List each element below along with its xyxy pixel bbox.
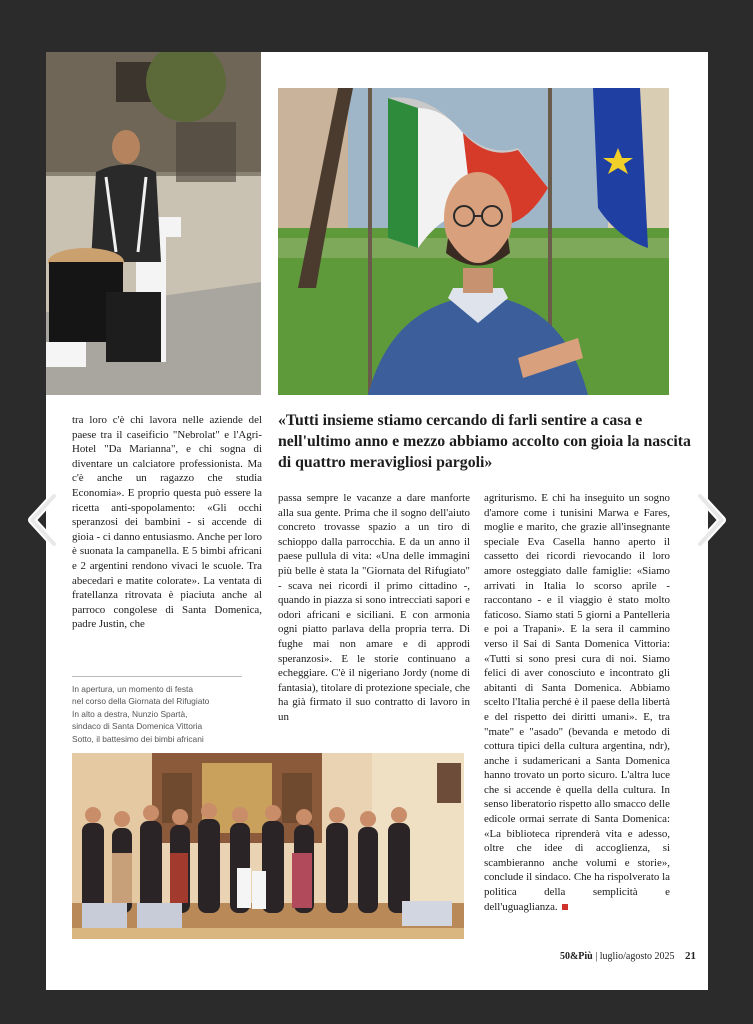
- column-2-text: passa sempre le vacanze a dare manforte alla sua gente. Prima che il sogno dell'aiuto concreto trovasse spazio a un tiro di schioppo dalla parrocchia. E da un anno il paese pullula di vita: «Una delle immagini più belle è stata la "Giornata del Rifugiato" - scava nei ricordi il primo cittadino -, quando in piazza si sono intrecciati sapori e odori africani e siciliani. E con armonia ogni piatto parlava della propria terra. Di fughe mai non amare e di approdi speranzosi». E le storie continuano a echeggiare. C'è il nigeriano Jordy (nome di fantasia), titolare di protezione speciale, che ha già firmato il suo contratto di lavoro in un: [278, 492, 471, 723]
- baptism-group-photo: [72, 753, 464, 939]
- caption-divider: [72, 676, 242, 677]
- article-column-3: [484, 491, 670, 914]
- caption-line: sindaco di Santa Domenica Vittoria: [72, 721, 203, 732]
- next-page-button[interactable]: [690, 492, 730, 548]
- drummer-photo: [46, 52, 261, 395]
- page-footer: [560, 950, 696, 962]
- end-of-article-mark: [562, 904, 568, 910]
- caption-line: In alto a destra, Nunzio Spartà,: [72, 708, 188, 719]
- footer-separator: |: [595, 951, 600, 962]
- issue-date: luglio/agosto 2025: [599, 951, 675, 962]
- caption-line: In apertura, un momento di festa: [72, 684, 194, 694]
- article-column-2: [278, 491, 470, 725]
- chevron-left-icon: [24, 492, 64, 548]
- article-column-1: [72, 413, 262, 632]
- caption-line: Sotto, il battesimo dei bimbi africani: [72, 733, 204, 744]
- photo-caption: [72, 676, 252, 745]
- caption-line: nel corso della Giornata del Rifugiato: [72, 696, 210, 707]
- magazine-page: [46, 52, 708, 990]
- mayor-photo: [278, 88, 669, 395]
- magazine-name: 50&Più: [559, 951, 593, 962]
- previous-page-button[interactable]: [24, 492, 64, 548]
- column-1-text: tra loro c'è chi lavora nelle aziende del paese tra il caseificio "Nebrolat" e l'Agri-Hotel "Da Marianna", e chi sogna di diventare un calciatore professionista. Ma c'è anche un ragazzo che studia Economia». E proprio questa può essere la ricetta anti-spopolamento: «Gli occhi speranzosi dei bambini - si accende di gioia - ci danno entusiasmo. Anche per loro è suonata la campanella. E 5 bimbi africani e 2 argentini rendono vivaci le scuole. Tra abecedari e matite colorate». La ventata di fratellanza ritrovata è piaciuta anche al parroco congolese di Santa Domenica, padre Justin, che: [72, 414, 262, 631]
- pull-quote: «Tutti insieme stiamo cercando di farli sentire a casa e nell'ultimo anno e mezzo abbiamo accolto con gioia la nascita di quattro meravigliosi pargoli»: [278, 412, 691, 471]
- chevron-right-icon: [690, 492, 730, 548]
- page-number: 21: [685, 950, 696, 962]
- column-3-text: agriturismo. E chi ha inseguito un sogno d'amore come i tunisini Marwa e Fares, moglie e marito, che grazie all'insegnante speciale Eva Casella hanno aperto il cassetto dei ricordi rievocando il loro amore osteggiato dalle famiglie: «Siamo arrivati in Italia lo scorso aprile - raccontano - e il viaggio è stato molto faticoso. Siamo stati 5 giorni a Pantelleria e poi a Trapani». E la sera il cammino verso il Sai di Santa Domenica Vittoria: «Tutti si sono presi cura di noi. Siamo felici di aver conosciuto e incontrato gli abitanti di Santa Domenica. Abbiamo scelto l'Italia perché è il paese della libertà e del rispetto dei diritti umani». E, tra "mate" e "asado" (bevanda e metodo di cottura tipici della cultura argentina, ndr), anche i sudamericani a Santa Domenica hanno trovato un porto sicuro. L'altra luce che si accende è quella della cultura. In senso liberatorio rispetto allo smacco delle edicole ormai serrate di Santa Domenica: «La biblioteca riprenderà vita e adesso, oltre che idee di accoglienza, si scambieranno anche volumi e storie», conclude il sindaco. Che ha rispolverato la politica della semplicità e dell'uguaglianza.: [484, 492, 670, 913]
